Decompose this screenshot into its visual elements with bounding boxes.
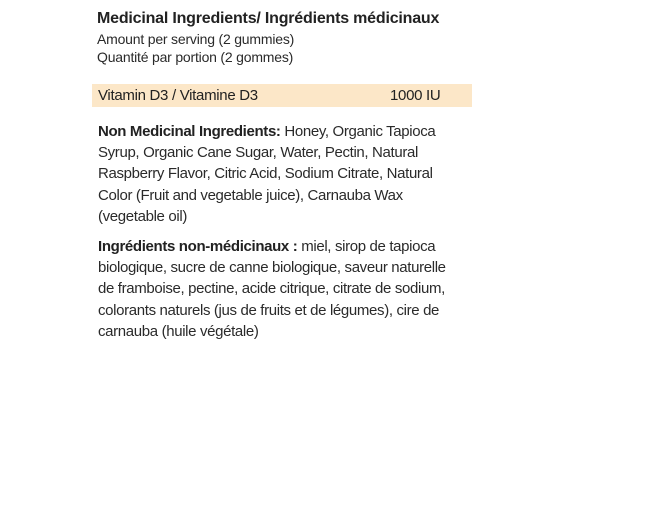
ingredient-row-vitamin-d3: [92, 84, 472, 107]
medicinal-ingredients-title: Medicinal Ingredients/ Ingrédients médicinaux: [97, 10, 440, 27]
nm-en-line-4: Color (Fruit and vegetable juice), Carnauba Wax: [98, 186, 403, 204]
nm-fr-line-4: colorants naturels (jus de fruits et de légumes), cire de: [98, 301, 440, 319]
nm-fr-line-2: biologique, sucre de canne biologique, saveur naturelle: [98, 259, 446, 277]
non-medicinal-heading-english: Non Medicinal Ingredients:: [98, 123, 281, 140]
nm-en-line-3: Raspberry Flavor, Citric Acid, Sodium Citrate, Natural: [98, 165, 433, 183]
ingredient-amount: 1000 IU: [390, 87, 441, 104]
nm-en-line-2: Syrup, Organic Cane Sugar, Water, Pectin, Natural: [98, 144, 418, 162]
non-medicinal-ingredients-english: [98, 121, 478, 227]
nm-en-line-1: [98, 121, 478, 142]
nm-fr-line-5: carnauba (huile végétale): [98, 322, 259, 340]
nm-en-line-5: (vegetable oil): [98, 207, 187, 225]
non-medicinal-heading-french: Ingrédients non-médicinaux :: [98, 238, 298, 255]
nm-fr-text-1: miel, sirop de tapioca: [297, 238, 436, 255]
nm-en-text-1: Honey, Organic Tapioca: [280, 123, 436, 140]
serving-size-english: Amount per serving (2 gummies): [97, 31, 295, 47]
nm-fr-line-1: [98, 236, 478, 257]
nm-fr-line-3: de framboise, pectine, acide citrique, citrate de sodium,: [98, 280, 445, 298]
non-medicinal-ingredients-french: [98, 236, 478, 342]
serving-size-french: Quantité par portion (2 gommes): [97, 49, 294, 65]
ingredient-name: Vitamin D3 / Vitamine D3: [98, 87, 258, 104]
